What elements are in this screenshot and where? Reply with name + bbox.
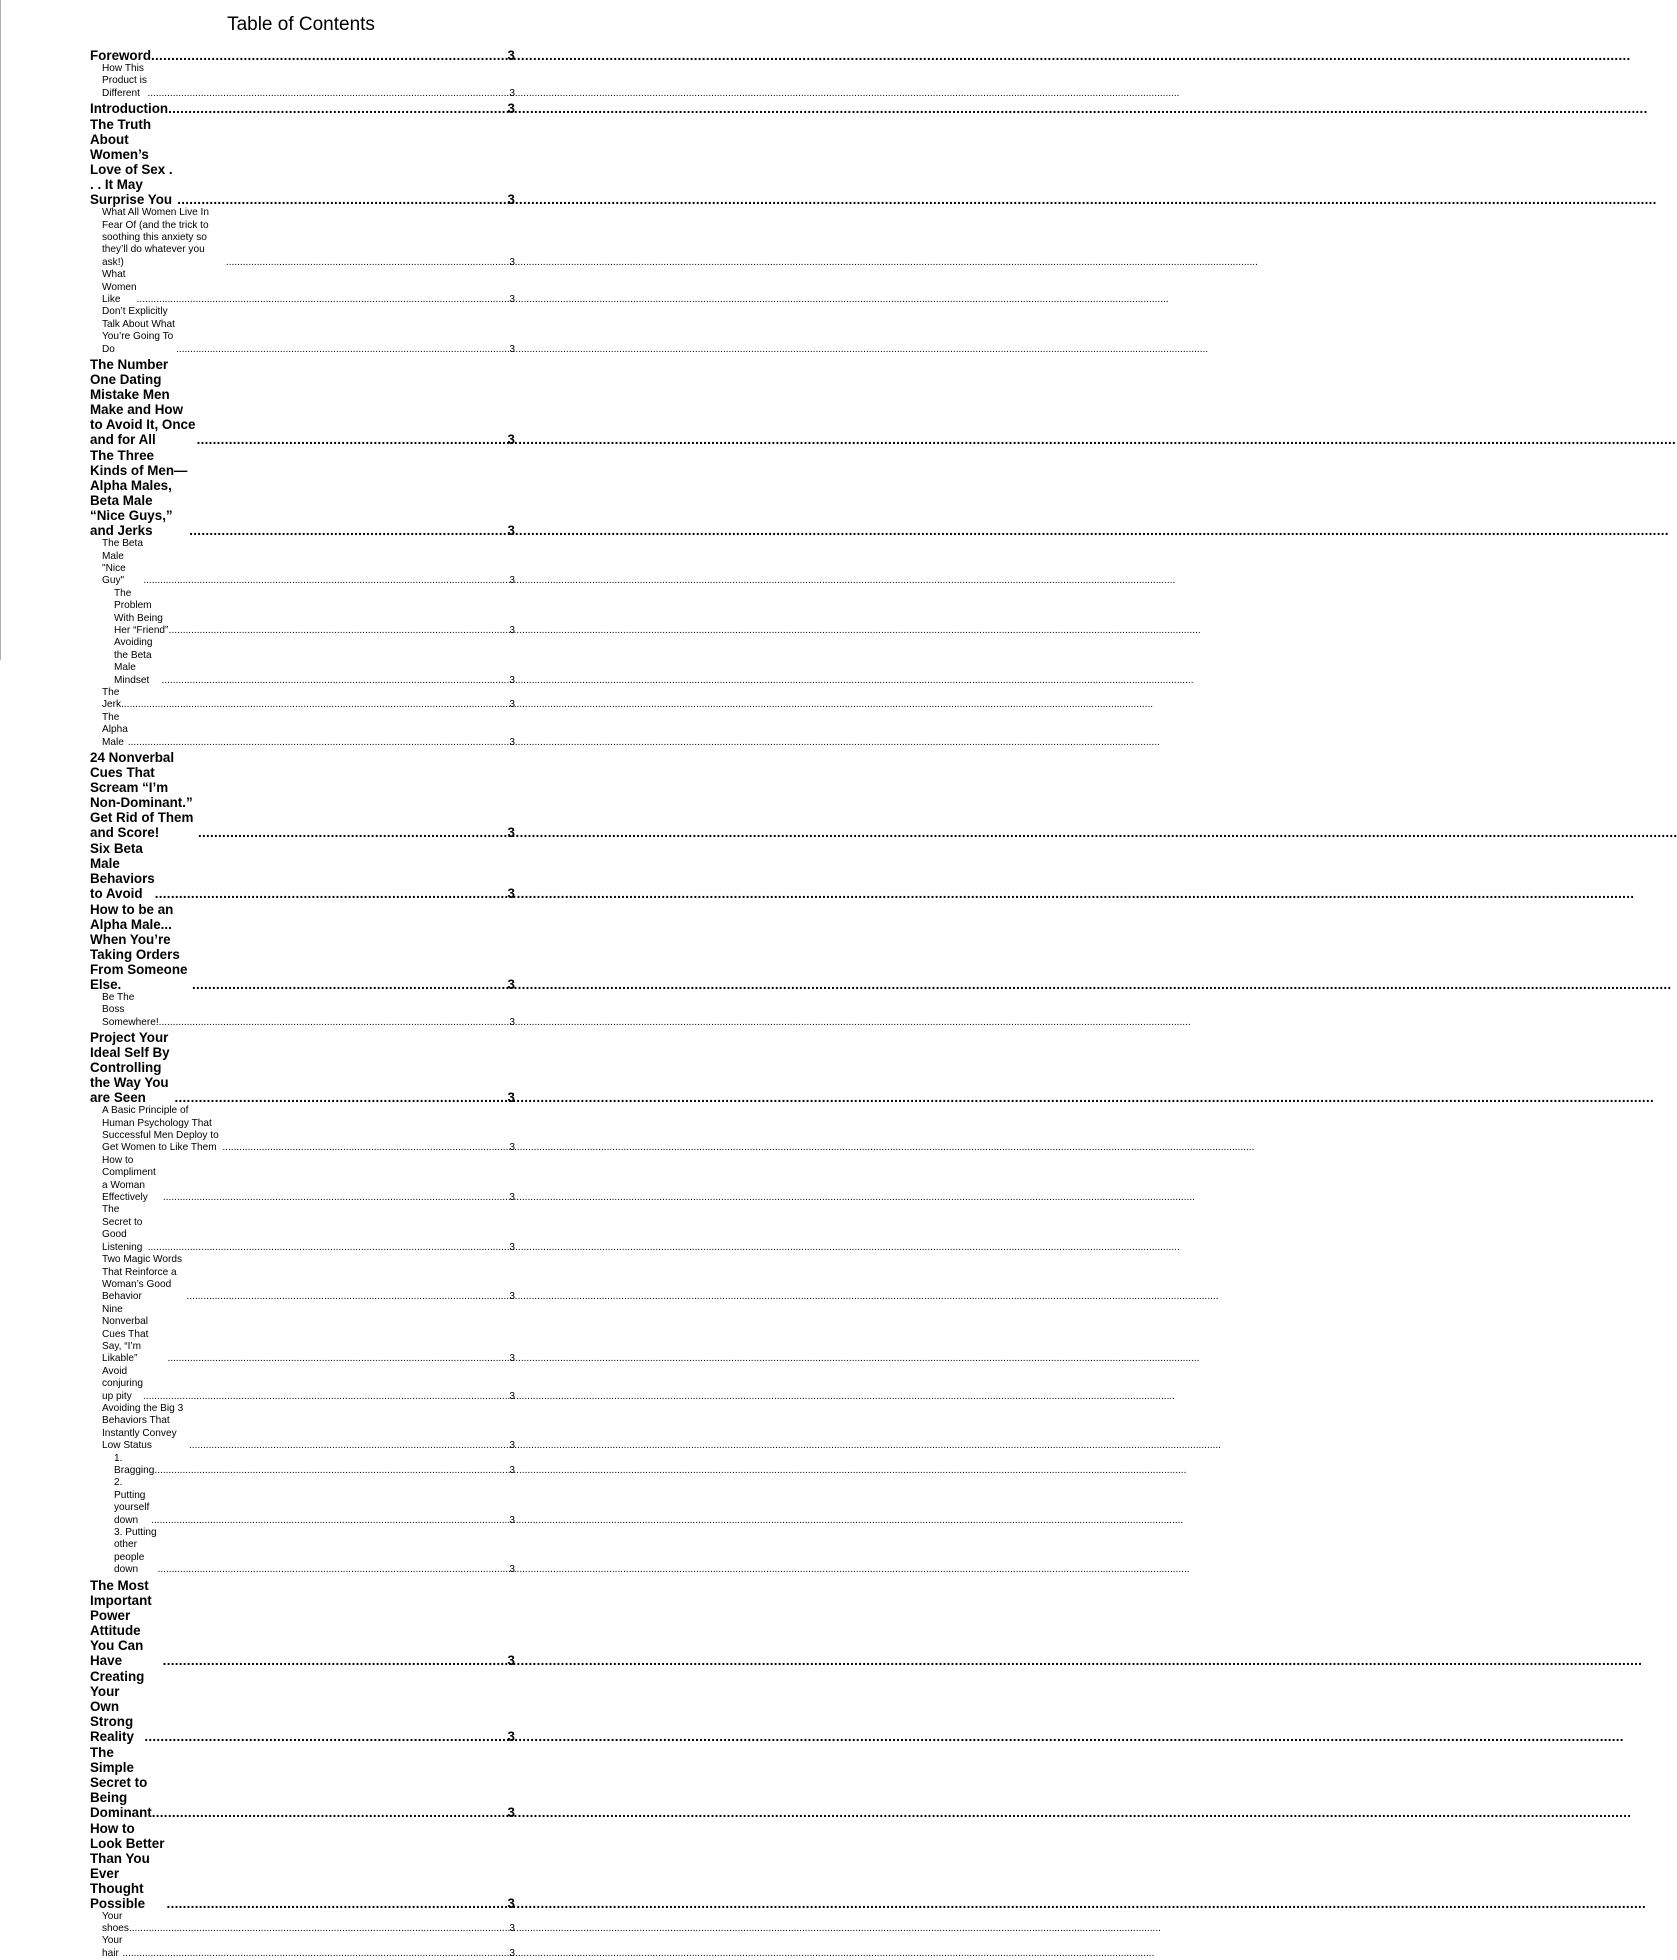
toc-entry-title: Creating Your Own Strong Reality bbox=[90, 1668, 145, 1744]
toc-page-number: 3 bbox=[509, 1440, 515, 1452]
toc-page-number: 3 bbox=[509, 1923, 515, 1935]
toc-dot-leader bbox=[177, 192, 504, 207]
toc-page-number: 3 bbox=[509, 343, 515, 355]
toc-entry-title: 1. Bragging bbox=[114, 1452, 155, 1476]
toc-chapter-entry[interactable] bbox=[90, 901, 515, 992]
toc-section-entry[interactable] bbox=[90, 207, 515, 269]
toc-page-number: 3 bbox=[509, 674, 515, 686]
toc-entry-title: Six Beta Male Behaviors to Avoid bbox=[90, 841, 155, 901]
toc-dot-leader bbox=[168, 101, 504, 116]
toc-entry-title: How to be an Alpha Male... When You’re Taking Orders From Someone Else. bbox=[90, 902, 188, 992]
toc-entry-title: The Most Important Power Attitude You Can Have bbox=[90, 1577, 152, 1668]
toc-entry-title: Foreword bbox=[90, 48, 152, 63]
toc-dot-leader bbox=[159, 1017, 508, 1029]
toc-page-number: 3 bbox=[509, 575, 515, 587]
toc-page-number: 3 bbox=[507, 1728, 515, 1744]
page-title: Table of Contents bbox=[227, 14, 375, 35]
toc-chapter-entry[interactable] bbox=[90, 116, 515, 207]
toc-section-entry[interactable] bbox=[90, 63, 515, 100]
toc-entry-title: What All Women Live In Fear Of (and the trick to soothing this anxiety so they’ll do whatever you ask!) bbox=[102, 207, 209, 268]
toc-section-entry[interactable] bbox=[90, 1366, 515, 1403]
toc-entry-title: How This Product is Different bbox=[102, 63, 147, 99]
toc-dot-leader bbox=[163, 1192, 507, 1204]
toc-dot-leader bbox=[167, 1353, 507, 1365]
toc-dot-leader bbox=[162, 675, 508, 687]
toc-page-number: 3 bbox=[507, 1090, 515, 1106]
toc-page-number: 3 bbox=[509, 87, 515, 99]
toc-entry-title: The Secret to Good Listening bbox=[102, 1204, 143, 1253]
toc-dot-leader bbox=[158, 1564, 508, 1576]
toc-dot-leader bbox=[128, 737, 508, 749]
toc-page-number: 3 bbox=[509, 1192, 515, 1204]
toc-page-number: 3 bbox=[507, 977, 515, 992]
toc-section-entry[interactable] bbox=[90, 1911, 515, 1936]
toc-section-entry[interactable] bbox=[90, 538, 515, 588]
toc-dot-leader bbox=[152, 1805, 505, 1820]
toc-entry-title: How to Look Better Than You Ever Thought Possible bbox=[90, 1820, 165, 1911]
toc-entry-title: A Basic Principle of Human Psychology That Successful Men Deploy to Get Women to Like Them bbox=[102, 1105, 219, 1154]
toc-section-entry[interactable] bbox=[90, 588, 515, 638]
toc-page-number: 3 bbox=[509, 1564, 515, 1576]
toc-dot-leader bbox=[197, 432, 505, 447]
toc-section-entry[interactable] bbox=[90, 1453, 515, 1478]
toc-entry-title: Nine Nonverbal Cues That Say, “I’m Likable” bbox=[102, 1303, 149, 1365]
toc-dot-leader bbox=[189, 523, 504, 538]
toc-dot-leader bbox=[192, 977, 505, 992]
toc-entry-title: The Truth About Women’s Love of Sex . . . It May Surprise You bbox=[90, 117, 173, 208]
toc-chapter-entry[interactable] bbox=[90, 100, 515, 116]
toc-chapter-entry[interactable] bbox=[90, 1577, 515, 1668]
toc-page-number: 3 bbox=[509, 256, 515, 268]
toc-entry-title: The Number One Dating Mistake Men Make and How to Avoid It, Once and for All bbox=[90, 357, 196, 448]
toc-chapter-entry[interactable] bbox=[90, 447, 515, 538]
toc-chapter-entry[interactable] bbox=[90, 1744, 515, 1820]
toc-section-entry[interactable] bbox=[90, 712, 515, 749]
toc-dot-leader bbox=[143, 1391, 507, 1403]
toc-chapter-entry[interactable] bbox=[90, 1668, 515, 1744]
toc-entry-title: Don’t Explicitly Talk About What You’re Going To Do bbox=[102, 306, 175, 355]
toc-chapter-entry[interactable] bbox=[90, 840, 515, 901]
toc-section-entry[interactable] bbox=[90, 1254, 515, 1304]
toc-page-number: 3 bbox=[507, 101, 515, 117]
toc-dot-leader bbox=[222, 1142, 507, 1154]
toc-dot-leader bbox=[226, 257, 507, 269]
toc-dot-leader bbox=[144, 1729, 504, 1744]
toc-entry-title: The Problem With Being Her “Friend” bbox=[114, 587, 169, 636]
toc-entry-title: The Three Kinds of Men—Alpha Males, Beta Male “Nice Guys,” and Jerks bbox=[90, 448, 188, 539]
toc-dot-leader bbox=[189, 1440, 507, 1452]
toc-section-entry[interactable] bbox=[90, 1304, 515, 1366]
toc-chapter-entry[interactable] bbox=[90, 749, 515, 840]
toc-entry-title: Avoiding the Big 3 Behaviors That Instantly Convey Low Status bbox=[102, 1402, 184, 1452]
toc-dot-leader bbox=[148, 1242, 508, 1254]
toc-section-entry[interactable] bbox=[90, 1477, 515, 1527]
toc-dot-leader bbox=[137, 294, 508, 306]
toc-page-number: 3 bbox=[509, 1016, 515, 1028]
toc-page-number: 3 bbox=[509, 294, 515, 306]
toc-dot-leader bbox=[187, 1291, 508, 1303]
toc-section-entry[interactable] bbox=[90, 1155, 515, 1205]
toc-dot-leader bbox=[155, 886, 505, 901]
toc-section-entry[interactable] bbox=[90, 687, 515, 712]
toc-chapter-entry[interactable] bbox=[90, 1820, 515, 1911]
toc-section-entry[interactable] bbox=[90, 1935, 515, 1960]
toc-entry-title: Project Your Ideal Self By Controlling the Way You are Seen bbox=[90, 1030, 170, 1106]
toc-dot-leader bbox=[154, 1465, 507, 1477]
toc-page-number: 3 bbox=[509, 1947, 515, 1959]
toc-page-number: 3 bbox=[507, 825, 515, 840]
toc-entry-title: Be The Boss Somewhere! bbox=[102, 992, 159, 1028]
toc-dot-leader bbox=[122, 1948, 507, 1960]
toc-page-number: 3 bbox=[507, 192, 515, 208]
toc-dot-leader bbox=[167, 1896, 505, 1911]
document-page bbox=[0, 0, 600, 1959]
toc-dot-leader bbox=[147, 88, 507, 100]
toc-page-number: 3 bbox=[509, 699, 515, 711]
toc-section-entry[interactable] bbox=[90, 1403, 515, 1453]
toc-chapter-entry[interactable] bbox=[90, 1029, 515, 1105]
toc-dot-leader bbox=[169, 625, 508, 637]
toc-section-entry[interactable] bbox=[90, 637, 515, 687]
toc-page-number: 3 bbox=[509, 624, 515, 636]
toc-entry-title: 24 Nonverbal Cues That Scream “I’m Non-Dominant.” Get Rid of Them and Score! bbox=[90, 750, 194, 840]
toc-dot-leader bbox=[143, 575, 507, 587]
toc-page-number: 3 bbox=[507, 886, 515, 901]
toc-entry-title: The Simple Secret to Being Dominant bbox=[90, 1744, 152, 1820]
toc-entry-title: The Alpha Male bbox=[102, 711, 128, 748]
toc-dot-leader bbox=[176, 344, 507, 356]
toc-page-number: 3 bbox=[509, 1353, 515, 1365]
toc-section-entry[interactable] bbox=[90, 1204, 515, 1254]
toc-dot-leader bbox=[198, 825, 505, 840]
toc-page-number: 3 bbox=[509, 1142, 515, 1154]
toc-page-number: 3 bbox=[509, 1241, 515, 1253]
toc-entry-title: Avoid conjuring up pity bbox=[102, 1365, 143, 1402]
toc-page-number: 3 bbox=[507, 523, 515, 539]
toc-section-entry[interactable] bbox=[90, 992, 515, 1029]
toc-dot-leader bbox=[151, 48, 505, 63]
toc-entry-title: Your hair bbox=[102, 1935, 123, 1959]
toc-page-number: 3 bbox=[509, 1291, 515, 1303]
toc-section-entry[interactable] bbox=[90, 1527, 515, 1577]
toc-entry-title: The Beta Male "Nice Guy" bbox=[102, 538, 143, 587]
toc-page-number: 3 bbox=[507, 1895, 515, 1911]
toc-page-number: 3 bbox=[507, 1804, 515, 1820]
toc-entry-title: Your shoes bbox=[102, 1910, 129, 1935]
toc-dot-leader bbox=[121, 699, 507, 711]
toc-entry-title: Avoiding the Beta Male Mindset bbox=[114, 637, 153, 686]
toc-section-entry[interactable] bbox=[90, 306, 515, 356]
toc-dot-leader bbox=[175, 1090, 505, 1105]
toc-entry-title: 2. Putting yourself down bbox=[114, 1477, 150, 1526]
toc-page-number: 3 bbox=[509, 1514, 515, 1526]
toc-entry-title: What Women Like bbox=[102, 269, 137, 306]
toc-entry-title: The Jerk bbox=[102, 686, 122, 711]
toc-page-number: 3 bbox=[509, 1390, 515, 1402]
toc-chapter-entry[interactable] bbox=[90, 356, 515, 447]
toc-page-number: 3 bbox=[509, 1465, 515, 1476]
toc-section-entry[interactable] bbox=[90, 269, 515, 306]
toc-section-entry[interactable] bbox=[90, 1105, 515, 1155]
toc-dot-leader bbox=[129, 1923, 507, 1935]
toc-dot-leader bbox=[151, 1515, 507, 1527]
toc-entry-title: Introduction bbox=[90, 101, 169, 117]
table-of-contents bbox=[90, 47, 515, 1960]
toc-page-number: 3 bbox=[507, 48, 515, 63]
toc-page-number: 3 bbox=[507, 432, 515, 448]
toc-dot-leader bbox=[163, 1653, 505, 1668]
toc-page-number: 3 bbox=[509, 736, 515, 748]
toc-page-number: 3 bbox=[507, 1652, 515, 1668]
toc-entry-title: 3. Putting other people down bbox=[114, 1527, 157, 1576]
toc-chapter-entry[interactable] bbox=[90, 47, 515, 63]
toc-entry-title: Two Magic Words That Reinforce a Woman’s Good Behavior bbox=[102, 1254, 183, 1303]
toc-entry-title: How to Compliment a Woman Effectively bbox=[102, 1154, 156, 1204]
